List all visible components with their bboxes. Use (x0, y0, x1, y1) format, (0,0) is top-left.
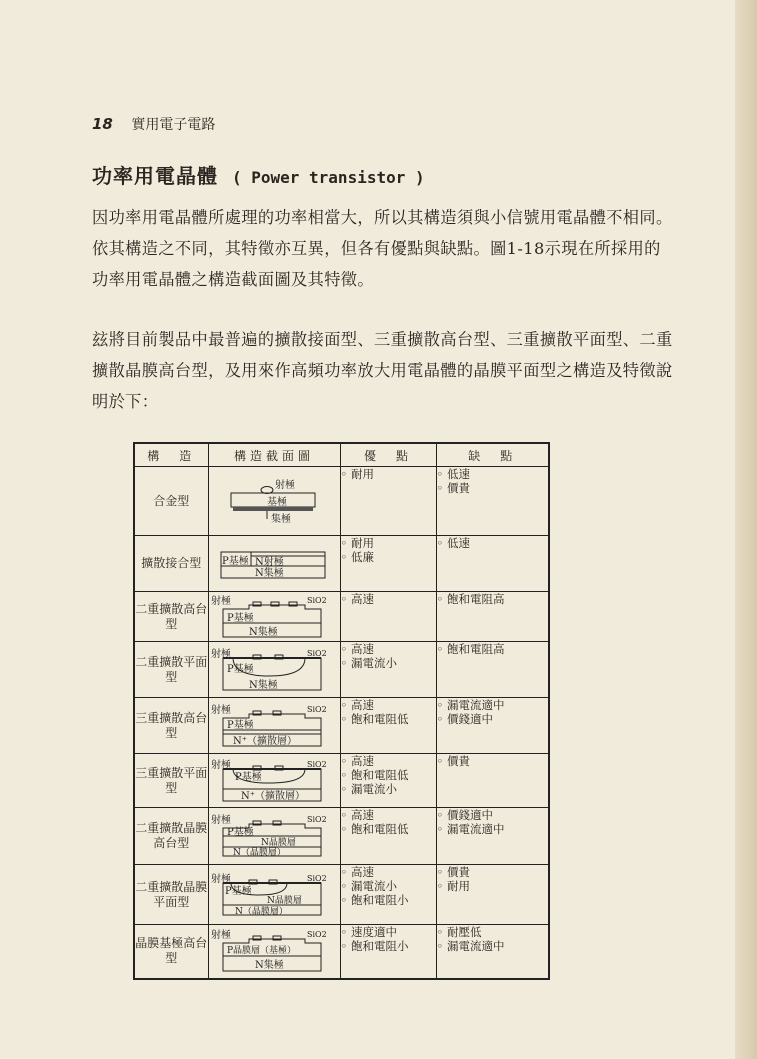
cons-cell (436, 754, 549, 808)
table-row (134, 925, 549, 979)
table-row (134, 536, 549, 592)
cons-item: ◦ 價貴 (437, 481, 549, 495)
cons-cell (436, 925, 549, 979)
cross-section-diagram (208, 592, 340, 642)
table-row (134, 698, 549, 754)
pros-cell (340, 536, 436, 592)
triple-diffused-mesa-cross-section (209, 704, 335, 748)
cross-section-diagram (208, 925, 340, 979)
pros-item: ◦ 飽和電阻低 (341, 712, 436, 726)
epitaxial-base-mesa-cross-section (209, 929, 335, 973)
label-emitter: 射極 (210, 873, 231, 885)
pros-item: ◦ 飽和電阻低 (341, 822, 436, 836)
header-pros: 優 點 (340, 443, 436, 467)
cons-item: ◦ 低速 (437, 467, 549, 481)
cons-item: ◦ 漏電流適中 (437, 822, 549, 836)
pros-item: ◦ 速度適中 (341, 925, 436, 939)
pros-cell (340, 925, 436, 979)
pros-cell (340, 754, 436, 808)
pros-cell (340, 698, 436, 754)
triple-diffused-planar-cross-section (209, 759, 335, 803)
table-row (134, 754, 549, 808)
table-row (134, 467, 549, 536)
structure-name: 二重擴散晶膜高台型 (134, 808, 208, 865)
label-n-emitter: N射極 (254, 556, 284, 568)
label-p-base: P基極 (226, 827, 254, 838)
cons-item: ◦ 價錢適中 (437, 712, 549, 726)
page-edge (735, 0, 757, 1059)
label-p-base: P基極 (226, 663, 254, 675)
label-emitter: 射極 (210, 759, 231, 771)
label-emitter: 射極 (210, 648, 231, 660)
structure-name: 三重擴散高台型 (134, 698, 208, 754)
pros-cell (340, 467, 436, 536)
structure-name: 二重擴散高台型 (134, 592, 208, 642)
label-sio2: SiO2 (306, 759, 327, 769)
paragraph-types: 玆將目前製品中最普遍的擴散接面型、三重擴散高台型、三重擴散平面型、二重擴散晶膜高台型，及用來作高頻功率放大用電晶體的晶膜平面型之構造及特徵說明於下： (92, 330, 673, 411)
label-emitter: 射極 (210, 595, 231, 607)
cons-cell (436, 642, 549, 698)
label-p-base: P基極 (234, 771, 262, 783)
pros-item: ◦ 飽和電阻小 (341, 939, 436, 953)
cons-item: ◦ 耐用 (437, 879, 549, 893)
cross-section-diagram (208, 467, 340, 536)
pros-item: ◦ 漏電流小 (341, 782, 436, 796)
pros-item: ◦ 漏電流小 (341, 879, 436, 893)
label-sio2: SiO2 (306, 930, 327, 940)
cons-item: ◦ 價貴 (437, 865, 549, 879)
double-diffused-planar-cross-section (209, 648, 335, 692)
pros-item: ◦ 飽和電阻小 (341, 893, 436, 907)
pros-item: ◦ 低廉 (341, 550, 436, 564)
label-base: 基極 (266, 497, 287, 508)
header-diagram: 構造截面圖 (208, 443, 340, 467)
label-p-epitaxial-base: P晶膜層（基極） (226, 946, 296, 957)
label-sio2: SiO2 (306, 815, 327, 824)
label-n-collector: N集極 (254, 960, 284, 972)
cons-cell (436, 467, 549, 536)
pros-cell (340, 808, 436, 865)
cons-item: ◦ 漏電流適中 (437, 939, 549, 953)
cons-cell (436, 808, 549, 865)
pros-item: ◦ 耐用 (341, 536, 436, 550)
label-n-epitaxial: N晶膜層 (266, 895, 302, 906)
book-title: 實用電子電路 (131, 117, 216, 133)
label-p-base: P基極 (226, 612, 254, 624)
pros-item: ◦ 高速 (341, 642, 436, 656)
label-p-base: P基極 (221, 555, 249, 567)
cons-item: ◦ 耐壓低 (437, 925, 549, 939)
label-n-collector: N集極 (248, 626, 278, 638)
label-sio2: SiO2 (306, 648, 327, 658)
structure-name: 晶膜基極高台型 (134, 925, 208, 979)
header-cons: 缺 點 (436, 443, 549, 467)
structure-name: 二重擴散晶膜平面型 (134, 865, 208, 925)
label-n-collector: N集極 (254, 567, 284, 579)
table-row (134, 808, 549, 865)
label-collector: 集極 (270, 514, 291, 523)
cons-item: ◦ 價貴 (437, 754, 549, 768)
label-n-epitaxial-layer: N（晶膜層） (232, 848, 286, 858)
transistor-structure-table (133, 442, 550, 980)
label-n-epitaxial: N晶膜層 (260, 838, 296, 848)
pros-cell (340, 865, 436, 925)
section-title (92, 160, 425, 189)
double-diffused-epitaxial-mesa-cross-section (209, 814, 335, 858)
cons-item: ◦ 飽和電阻高 (437, 592, 549, 606)
table-row (134, 865, 549, 925)
pros-item: ◦ 高速 (341, 754, 436, 768)
label-emitter: 射極 (210, 930, 231, 942)
double-diffused-mesa-cross-section (209, 595, 335, 639)
cross-section-diagram (208, 808, 340, 865)
pros-item: ◦ 飽和電阻低 (341, 768, 436, 782)
pros-cell (340, 592, 436, 642)
diffused-junction-cross-section (209, 542, 335, 586)
label-sio2: SiO2 (306, 873, 327, 883)
cons-cell (436, 865, 549, 925)
label-p-base: P基極 (224, 885, 252, 897)
section-title-zh: 功率用電晶體 (92, 164, 218, 188)
alloy-cross-section (209, 479, 335, 523)
label-n-collector: N集極 (248, 679, 278, 691)
cross-section-diagram (208, 642, 340, 698)
label-p-base: P基極 (226, 719, 254, 731)
label-emitter: 射極 (210, 704, 231, 716)
cons-item: ◦ 低速 (437, 536, 549, 550)
paragraph-intro: 因功率用電晶體所處理的功率相當大，所以其構造須與小信號用電晶體不相同。依其構造之不同，其特徵亦互異，但各有優點與缺點。圖1-18示現在所採用的功率用電晶體之構造截面圖及其特徵。 (92, 208, 673, 289)
cross-section-diagram (208, 698, 340, 754)
label-emitter: 射極 (274, 480, 295, 491)
label-sio2: SiO2 (306, 595, 327, 605)
cross-section-diagram (208, 536, 340, 592)
table-row (134, 642, 549, 698)
cons-cell (436, 698, 549, 754)
structure-name: 擴散接合型 (134, 536, 208, 592)
pros-item: ◦ 漏電流小 (341, 656, 436, 670)
page-number: 18 (92, 115, 113, 133)
structure-name: 二重擴散平面型 (134, 642, 208, 698)
table-row (134, 592, 549, 642)
section-title-en: ( Power transistor ) (231, 168, 425, 187)
double-diffused-epitaxial-planar-cross-section (209, 873, 335, 917)
label-emitter: 射極 (210, 815, 231, 826)
header-structure: 構 造 (134, 443, 208, 467)
label-sio2: SiO2 (306, 704, 327, 714)
label-n-diffusion: N⁺（擴散層） (232, 735, 297, 747)
pros-item: ◦ 高速 (341, 808, 436, 822)
structure-name: 三重擴散平面型 (134, 754, 208, 808)
cons-cell (436, 592, 549, 642)
cons-cell (436, 536, 549, 592)
structure-name: 合金型 (134, 467, 208, 536)
cons-item: ◦ 價錢適中 (437, 808, 549, 822)
pros-item: ◦ 高速 (341, 698, 436, 712)
page-header (92, 114, 215, 134)
label-n-diffusion: N⁺（擴散層） (240, 790, 305, 802)
pros-cell (340, 642, 436, 698)
table-header-row (134, 443, 549, 467)
pros-item: ◦ 耐用 (341, 467, 436, 481)
label-n-epitaxial-layer: N（晶膜層） (234, 906, 288, 917)
cross-section-diagram (208, 865, 340, 925)
pros-item: ◦ 高速 (341, 592, 436, 606)
cons-item: ◦ 漏電流適中 (437, 698, 549, 712)
pros-item: ◦ 高速 (341, 865, 436, 879)
cross-section-diagram (208, 754, 340, 808)
cons-item: ◦ 飽和電阻高 (437, 642, 549, 656)
